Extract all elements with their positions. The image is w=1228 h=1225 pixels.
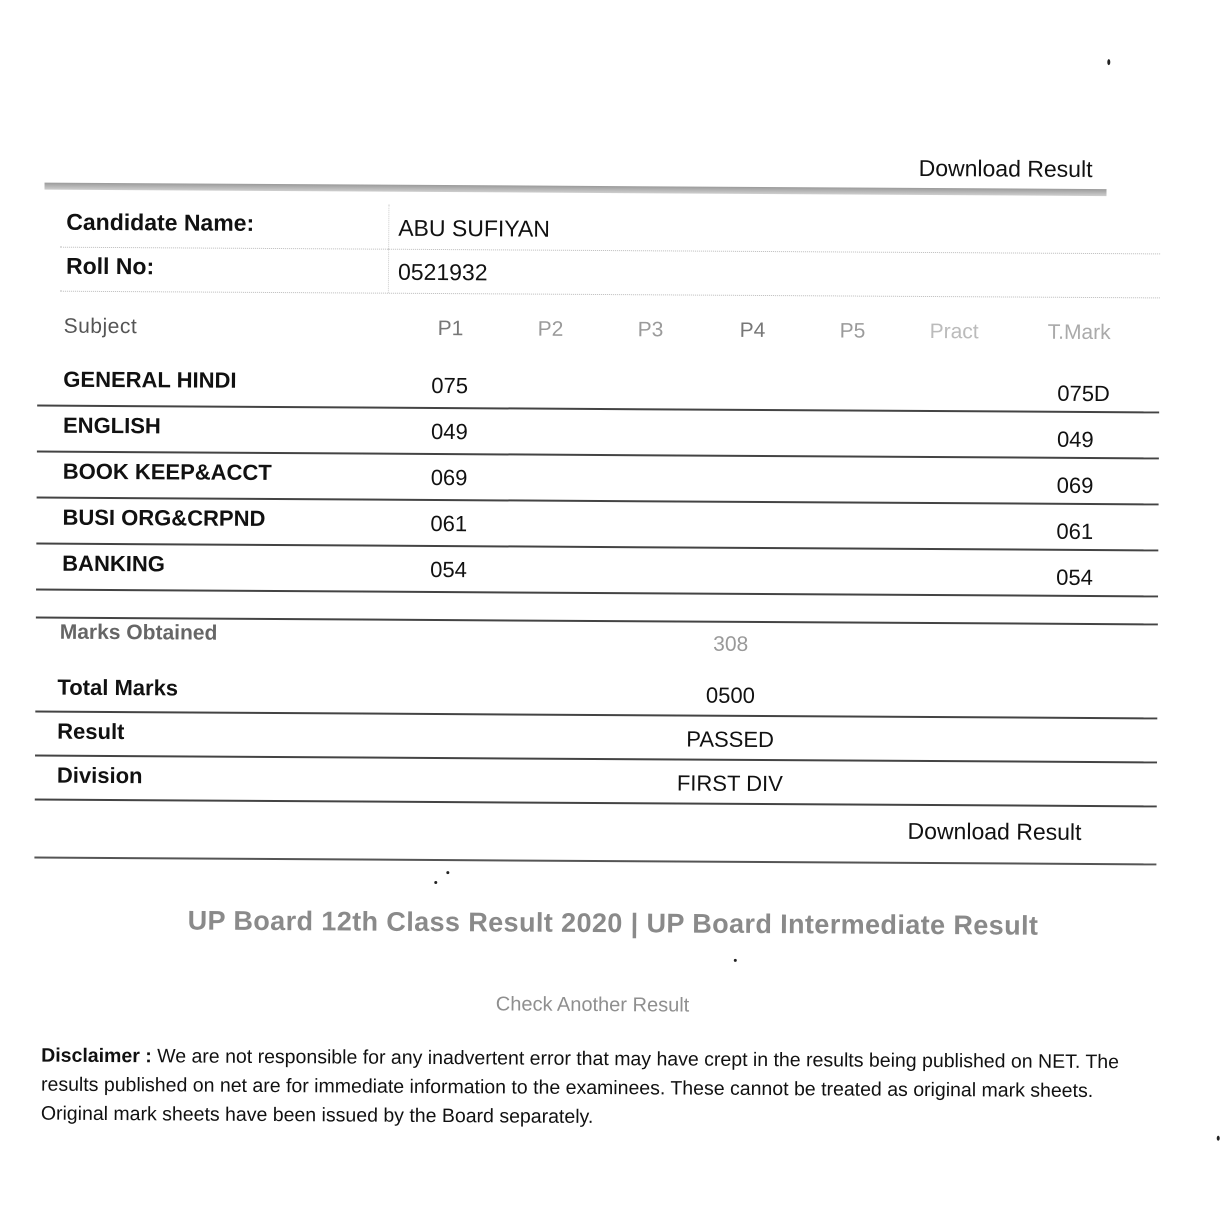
roll-no-row xyxy=(60,247,1160,299)
p1-mark: 049 xyxy=(430,418,468,445)
header-subject: Subject xyxy=(63,314,138,339)
total-mark: 054 xyxy=(1056,564,1093,591)
header-p1: P1 xyxy=(437,317,464,341)
result-label: Result xyxy=(57,718,125,745)
column-divider xyxy=(388,249,389,293)
roll-no-value: 0521932 xyxy=(397,258,488,286)
disclaimer-text: We are not responsible for any inadvertent error that may have crept in the results being published on NET. The results published on net are for immediate information to the examinees. These cannot be treated as original mark sheets. Original mark sheets have been issued by the Board separately. xyxy=(40,1045,1120,1128)
total-mark: 075D xyxy=(1057,380,1110,407)
download-result-link-top[interactable]: Download Result xyxy=(918,154,1093,183)
scan-speck xyxy=(734,959,737,962)
roll-no-label: Roll No: xyxy=(65,252,155,280)
table-row xyxy=(36,543,1158,598)
total-marks-label: Total Marks xyxy=(57,674,179,701)
marks-obtained-value: 308 xyxy=(713,632,749,656)
p1-mark: 061 xyxy=(430,510,468,537)
scan-speck xyxy=(434,881,437,884)
footer-divider xyxy=(34,857,1156,866)
table-divider xyxy=(36,593,1158,626)
header-bar xyxy=(44,183,1106,196)
total-mark: 061 xyxy=(1056,518,1094,545)
candidate-info xyxy=(60,203,1160,286)
total-mark: 069 xyxy=(1056,472,1094,499)
scan-speck xyxy=(446,871,449,874)
header-pract: Pract xyxy=(929,320,979,344)
subject-name: BANKING xyxy=(62,550,165,577)
total-marks-value: 0500 xyxy=(705,682,755,708)
scan-speck xyxy=(1107,59,1110,65)
disclaimer-label: Disclaimer : xyxy=(41,1044,152,1068)
candidate-name-label: Candidate Name: xyxy=(66,208,255,236)
subject-name: GENERAL HINDI xyxy=(63,366,237,393)
total-mark: 049 xyxy=(1056,426,1094,453)
disclaimer xyxy=(41,1042,1152,1136)
p1-mark: 075 xyxy=(431,372,469,399)
marks-obtained-label: Marks Obtained xyxy=(59,620,218,645)
division-label: Division xyxy=(56,762,143,789)
header-tmark: T.Mark xyxy=(1047,320,1111,345)
column-divider xyxy=(388,205,389,249)
subject-name: ENGLISH xyxy=(62,412,161,439)
header-p3: P3 xyxy=(637,318,664,342)
division-row xyxy=(35,755,1157,808)
result-value: PASSED xyxy=(686,726,775,753)
candidate-name-row xyxy=(60,203,1160,255)
header-p4: P4 xyxy=(739,318,766,343)
scan-speck xyxy=(1217,1136,1220,1141)
header-p5: P5 xyxy=(839,319,866,343)
p1-mark: 054 xyxy=(430,556,467,583)
subject-name: BOOK KEEP&ACCT xyxy=(62,458,272,485)
header-p2: P2 xyxy=(537,317,564,341)
result-banner[interactable]: UP Board 12th Class Result 2020 | UP Board Intermediate Result xyxy=(187,905,1039,941)
download-result-link-bottom[interactable]: Download Result xyxy=(907,817,1082,845)
p1-mark: 069 xyxy=(430,464,468,491)
subject-name: BUSI ORG&CRPND xyxy=(62,504,266,531)
candidate-name-value: ABU SUFIYAN xyxy=(398,214,551,242)
division-value: FIRST DIV xyxy=(676,770,783,797)
check-another-result-link[interactable]: Check Another Result xyxy=(495,993,690,1017)
